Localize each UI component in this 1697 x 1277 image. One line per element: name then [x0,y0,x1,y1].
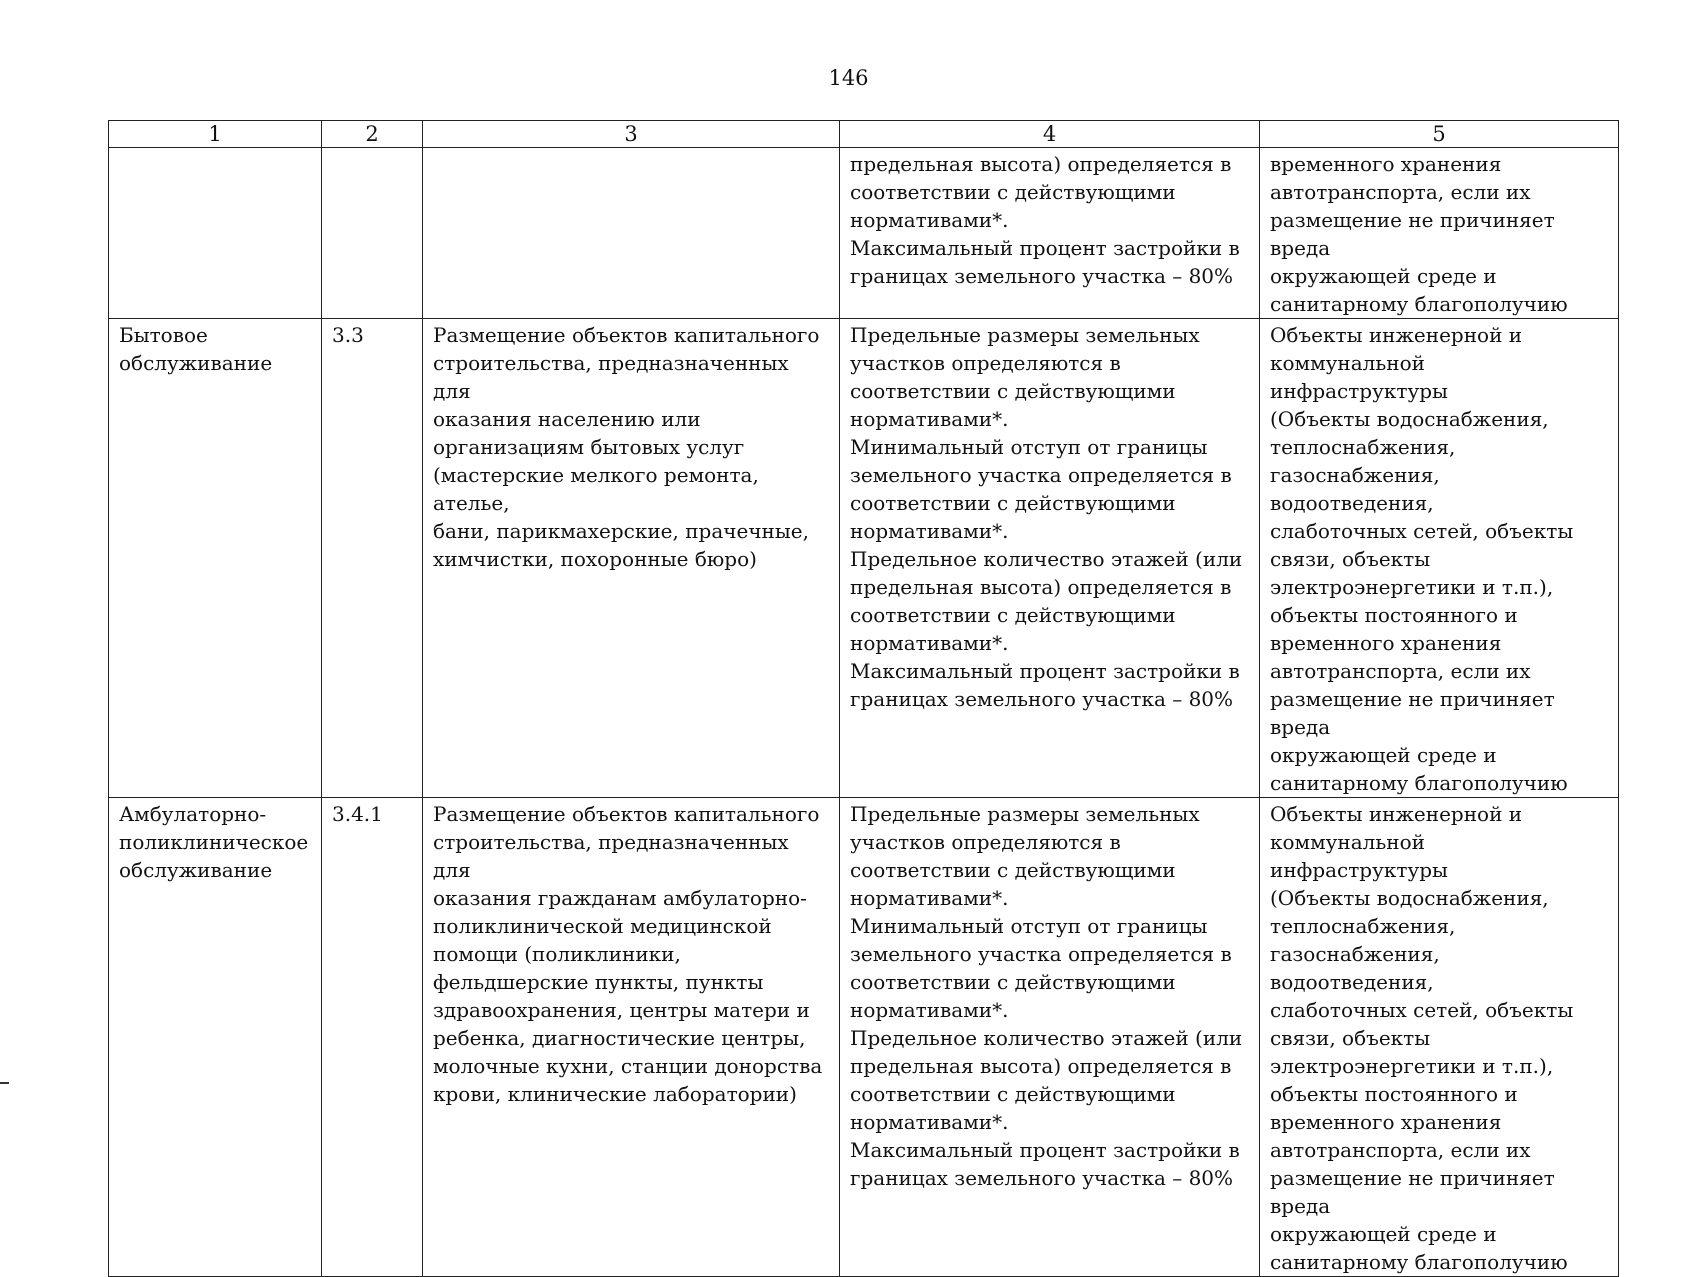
use-description-cell [423,148,840,319]
header-row [109,121,1619,148]
table-row [109,148,1619,319]
parameters-text: Предельные размеры земельных участков определяются в соответствии с действующими нормативами*. Минимальный отступ от границы земельного участка определяется в соответствии с действующими нормативами*. Предельное количество этажей (или предельная высота) определяется в соответствии с действующими нормативами*. Максимальный процент застройки в границах земельного участка – 80% [850,802,1243,1190]
auxiliary-uses-text: временного хранения автотранспорта, если их размещение не причиняет вреда окружающей среде и санитарному благополучию [1270,152,1568,316]
page-number: 146 [828,66,869,90]
auxiliary-uses-cell [1260,798,1619,1277]
use-description-cell [423,319,840,798]
table-row [109,798,1619,1277]
parameters-cell [840,148,1260,319]
use-name-cell [109,319,322,798]
use-code: 3.3 [332,323,364,347]
use-code-cell [322,798,423,1277]
use-name: Бытовое обслуживание [119,323,273,375]
zoning-regulations-table [108,120,1619,1277]
use-description: Размещение объектов капитального строительства, предназначенных для оказания населению или организациям бытовых услуг (мастерские мелкого ремонта, ателье, бани, парикмахерские, прачечные, химчистки, похоронные бюро) [433,323,820,571]
parameters-text: предельная высота) определяется в соответствии с действующими нормативами*. Максимальный процент застройки в границах земельного участка – 80% [850,152,1240,288]
auxiliary-uses-cell [1260,148,1619,319]
use-name: Амбулаторно- поликлиническое обслуживание [119,802,309,882]
column-header-2: 2 [322,121,423,148]
margin-mark [0,1082,9,1084]
use-name-cell [109,798,322,1277]
column-header-4: 4 [840,121,1260,148]
auxiliary-uses-text: Объекты инженерной и коммунальной инфраструктуры (Объекты водоснабжения, теплоснабжения, газоснабжения, водоотведения, слаботочных сетей, объекты связи, объекты электроэнергетики и т.п.), объекты постоянного и временного хранения автотранспорта, если их размещение не причиняет вреда окружающей среде и санитарному благополучию [1270,802,1574,1274]
parameters-text: Предельные размеры земельных участков определяются в соответствии с действующими нормативами*. Минимальный отступ от границы земельного участка определяется в соответствии с действующими нормативами*. Предельное количество этажей (или предельная высота) определяется в соответствии с действующими нормативами*. Максимальный процент застройки в границах земельного участка – 80% [850,323,1243,711]
use-name-cell [109,148,322,319]
use-code: 3.4.1 [332,802,383,826]
use-description: Размещение объектов капитального строительства, предназначенных для оказания гражданам амбулаторно- поликлинической медицинской помощи (поликлиники, фельдшерские пункты, пункты здравоохранения, центры матери и ребенка, диагностические центры, молочные кухни, станции донорства крови, клинические лаборатории) [433,802,823,1106]
column-header-3: 3 [423,121,840,148]
auxiliary-uses-text: Объекты инженерной и коммунальной инфраструктуры (Объекты водоснабжения, теплоснабжения, газоснабжения, водоотведения, слаботочных сетей, объекты связи, объекты электроэнергетики и т.п.), объекты постоянного и временного хранения автотранспорта, если их размещение не причиняет вреда окружающей среде и санитарному благополучию [1270,323,1574,795]
column-header-1: 1 [109,121,322,148]
use-description-cell [423,798,840,1277]
parameters-cell [840,319,1260,798]
parameters-cell [840,798,1260,1277]
auxiliary-uses-cell [1260,319,1619,798]
use-code-cell [322,148,423,319]
table-row [109,319,1619,798]
use-code-cell [322,319,423,798]
column-header-5: 5 [1260,121,1619,148]
